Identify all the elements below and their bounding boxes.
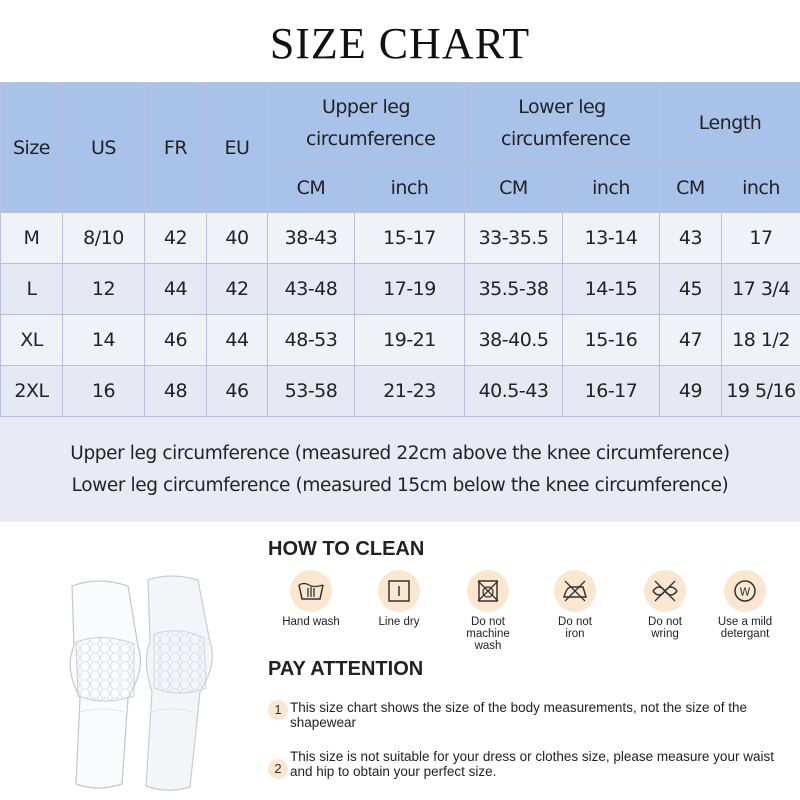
header-upper-cm: CM: [268, 163, 355, 213]
care-label: Do not machine wash: [466, 616, 510, 652]
cell-lower-cm: 40.5-43: [465, 366, 563, 417]
attention-text: This size chart shows the size of the body measurements, not the size of the shapewear: [290, 700, 747, 730]
care-label: Do not wring: [648, 616, 682, 640]
header-upper-leg: [268, 83, 465, 163]
cell-length-cm: 43: [660, 213, 722, 264]
care-mild-detergent: [700, 570, 790, 640]
header-lower-leg: [465, 83, 660, 163]
header-size: Size: [1, 83, 63, 213]
table-row: [1, 264, 800, 315]
cell-fr: 46: [145, 315, 207, 366]
cell-lower-inch: 14-15: [563, 264, 660, 315]
cell-upper-inch: 15-17: [355, 213, 465, 264]
cell-lower-cm: 38-40.5: [465, 315, 563, 366]
header-upper-inch: inch: [355, 163, 465, 213]
header-length-inch: inch: [722, 163, 800, 213]
cell-length-inch: 18 1/2: [722, 315, 800, 366]
mild-detergent-icon: [724, 570, 766, 612]
cell-upper-inch: 21-23: [355, 366, 465, 417]
table-row: [1, 315, 800, 366]
size-table: [0, 82, 800, 417]
attention-number: 1: [268, 700, 288, 720]
header-eu: EU: [207, 83, 268, 213]
table-row: [1, 213, 800, 264]
cell-us: 12: [63, 264, 145, 315]
cell-length-cm: 45: [660, 264, 722, 315]
cell-lower-cm: 35.5-38: [465, 264, 563, 315]
pay-attention-heading: PAY ATTENTION: [268, 658, 424, 680]
no-wring-icon: [644, 570, 686, 612]
header-us: US: [63, 83, 145, 213]
header-length-cm: CM: [660, 163, 722, 213]
cell-eu: 42: [207, 264, 268, 315]
cell-eu: 46: [207, 366, 268, 417]
page-title: SIZE CHART: [269, 19, 531, 68]
no-machine-wash-icon: [467, 570, 509, 612]
cell-upper-inch: 19-21: [355, 315, 465, 366]
no-iron-icon: [554, 570, 596, 612]
header-lower-inch: inch: [563, 163, 660, 213]
cell-size: M: [1, 213, 63, 264]
cell-upper-cm: 38-43: [268, 213, 355, 264]
header-length: Length: [660, 83, 800, 163]
cell-length-inch: 19 5/16: [722, 366, 800, 417]
cell-eu: 40: [207, 213, 268, 264]
care-hand-wash: [266, 570, 356, 628]
cell-length-cm: 47: [660, 315, 722, 366]
cell-us: 14: [63, 315, 145, 366]
size-chart: [0, 82, 800, 522]
cell-lower-cm: 33-35.5: [465, 213, 563, 264]
cell-lower-inch: 13-14: [563, 213, 660, 264]
cell-lower-inch: 15-16: [563, 315, 660, 366]
care-label: Line dry: [378, 616, 420, 628]
attention-text: This size is not suitable for your dress or clothes size, please measure your waist and hip to obtain your perfect size.: [290, 749, 774, 779]
care-line-dry: [354, 570, 444, 628]
measurement-notes: [0, 438, 800, 502]
attention-number: 2: [268, 759, 288, 779]
cell-us: 16: [63, 366, 145, 417]
knee-sleeves-image: [50, 572, 240, 792]
cell-fr: 48: [145, 366, 207, 417]
cell-length-cm: 49: [660, 366, 722, 417]
care-no-iron: [530, 570, 620, 640]
cell-size: 2XL: [1, 366, 63, 417]
cell-fr: 44: [145, 264, 207, 315]
cell-size: L: [1, 264, 63, 315]
cell-length-inch: 17: [722, 213, 800, 264]
care-label: Use a mild detergant: [717, 616, 773, 640]
cell-size: XL: [1, 315, 63, 366]
cell-us: 8/10: [63, 213, 145, 264]
hand-wash-icon: [290, 570, 332, 612]
note-lower-leg: Lower leg circumference (measured 15cm below the knee circumference): [71, 475, 729, 496]
header-lower-cm: CM: [465, 163, 563, 213]
cell-upper-cm: 48-53: [268, 315, 355, 366]
header-upper-leg-label: Upper leg circumference: [306, 95, 436, 150]
cell-upper-cm: 53-58: [268, 366, 355, 417]
cell-eu: 44: [207, 315, 268, 366]
note-upper-leg: Upper leg circumference (measured 22cm above the knee circumference): [70, 443, 730, 464]
cell-length-inch: 17 3/4: [722, 264, 800, 315]
attention-item-1: [268, 700, 788, 730]
cell-lower-inch: 16-17: [563, 366, 660, 417]
line-dry-icon: [378, 570, 420, 612]
cell-upper-inch: 17-19: [355, 264, 465, 315]
cell-fr: 42: [145, 213, 207, 264]
header-lower-leg-label: Lower leg circumference: [501, 95, 631, 150]
care-no-machine-wash: [443, 570, 533, 652]
care-no-wring: [620, 570, 710, 640]
table-row: [1, 366, 800, 417]
header-fr: FR: [145, 83, 207, 213]
how-to-clean-heading: HOW TO CLEAN: [268, 538, 425, 560]
cell-upper-cm: 43-48: [268, 264, 355, 315]
care-label: Hand wash: [282, 616, 340, 628]
svg-text:W: W: [739, 585, 751, 599]
care-label: Do not iron: [558, 616, 592, 640]
attention-item-2: [268, 749, 788, 779]
